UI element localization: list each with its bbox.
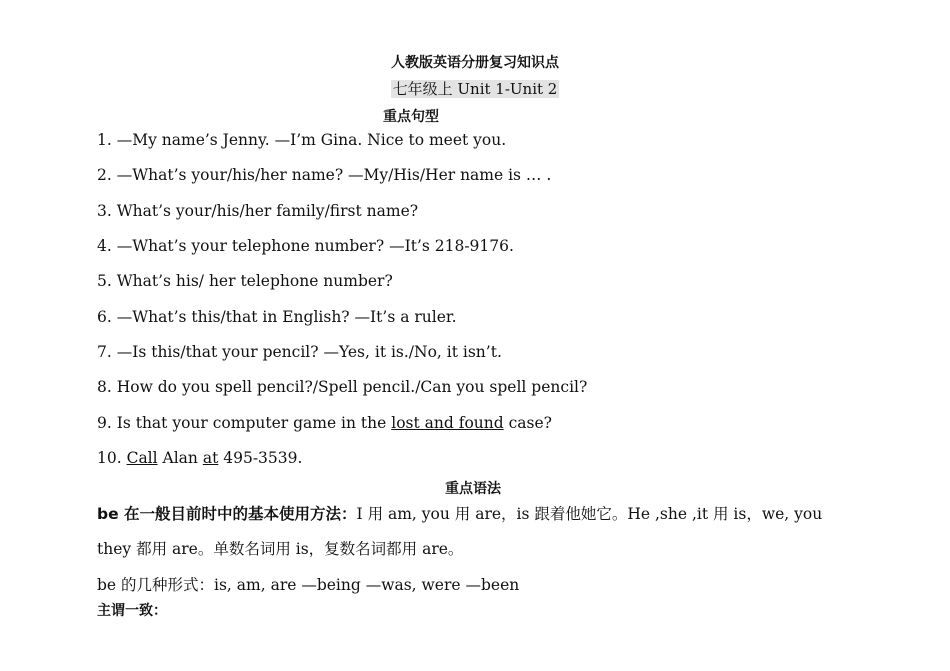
underlined-call: Call	[126, 449, 158, 467]
agreement-heading: 主谓一致：	[97, 603, 167, 619]
subtitle-highlight: 七年级上 Unit 1-Unit 2	[392, 80, 558, 98]
be-rule-text-1: I 用 am, you 用 are，is 跟着他她它。He ,she ,it 用 is，we, you	[356, 505, 823, 523]
sentence-5: 5. What’s his/ her telephone number?	[97, 272, 393, 290]
doc-title: 人教版英语分册复习知识点	[391, 55, 559, 71]
sentence-9-end: case?	[503, 414, 552, 432]
sentence-9-start: 9. Is that your computer game in the	[97, 414, 392, 432]
sentence-8: 8. How do you spell pencil?/Spell pencil./Can you spell pencil?	[97, 378, 588, 396]
sentence-9	[97, 414, 552, 432]
sentence-2: 2. —What’s your/his/her name? —My/His/Her name is … .	[97, 166, 552, 184]
sentence-3: 3. What’s your/his/her family/first name?	[97, 202, 419, 220]
be-rule-line-1	[97, 502, 822, 524]
be-rule-line-2: they 都用 are。单数名词用 is，复数名词都用 are。	[97, 540, 464, 558]
sentence-7: 7. —Is this/that your pencil? —Yes, it is./No, it isn’t.	[97, 343, 502, 361]
sentence-6: 6. —What’s this/that in English? —It’s a ruler.	[97, 308, 457, 326]
sentence-10-start: 10.	[97, 449, 127, 467]
sentence-1: 1. —My name’s Jenny. —I’m Gina. Nice to meet you.	[97, 131, 507, 149]
be-forms-line: be 的几种形式：is, am, are —being —was, were —been	[97, 576, 520, 594]
section-heading-grammar: 重点语法	[445, 481, 501, 497]
sentence-10-end: 495-3539.	[218, 449, 303, 467]
sentence-10-mid: Alan	[157, 449, 203, 467]
sentence-4: 4. —What’s your telephone number? —It’s 218-9176.	[97, 237, 514, 255]
sentence-10	[97, 449, 302, 467]
section-heading-sentences: 重点句型	[383, 109, 439, 125]
underlined-lost-and-found: lost and found	[391, 414, 504, 432]
be-rule-label: be 在一般目前时中的基本使用方法：	[97, 505, 357, 523]
doc-subtitle	[0, 78, 950, 99]
underlined-at: at	[202, 449, 219, 467]
